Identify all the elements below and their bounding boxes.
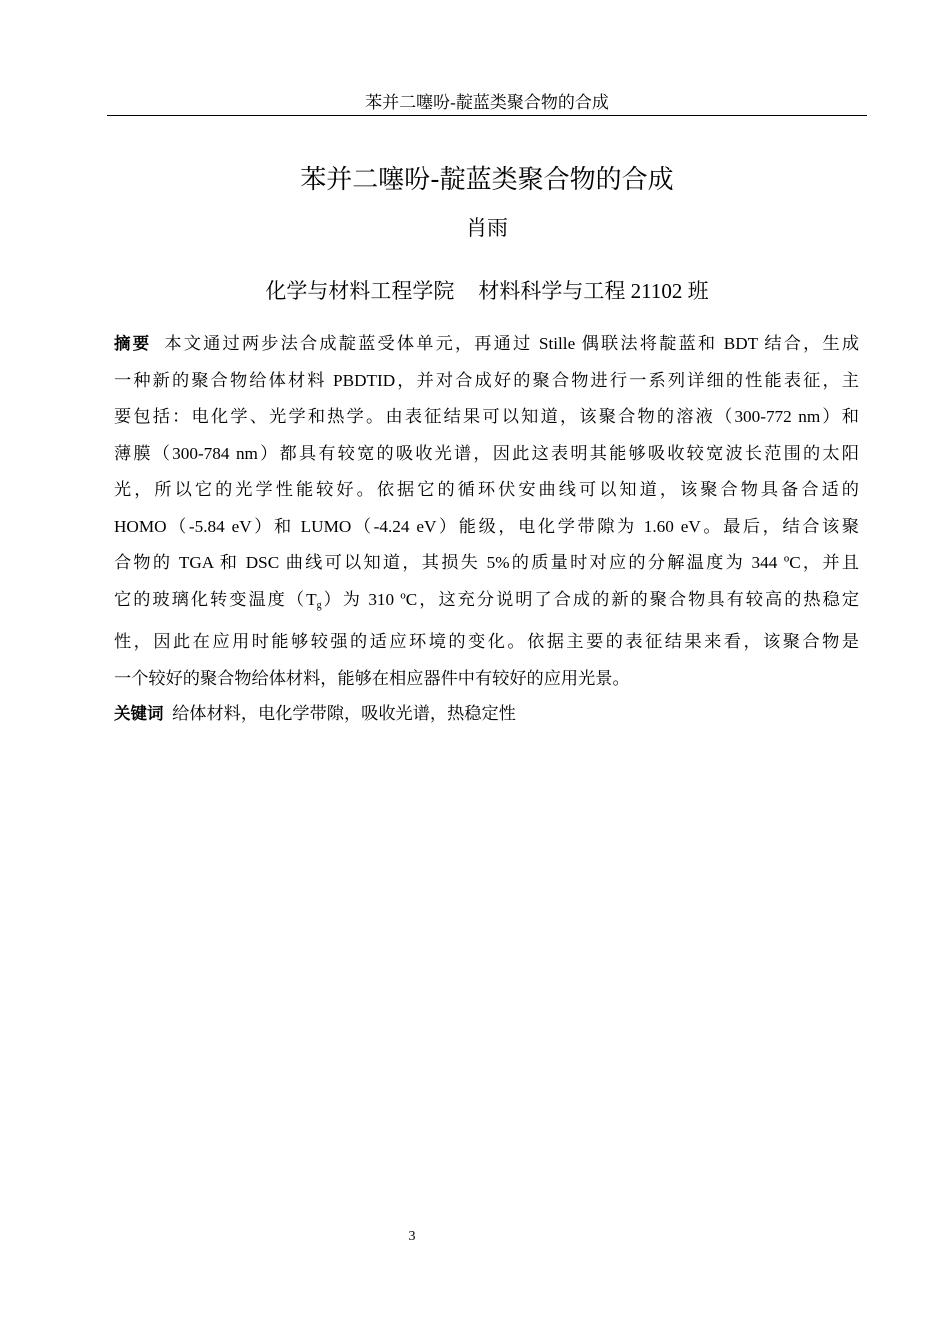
abstract-line-8-before: 它的玻璃化转变温度（T: [114, 589, 317, 609]
affiliation-class: 材料科学与工程 21102 班: [478, 279, 709, 303]
header-rule: [107, 115, 867, 116]
affiliation-school: 化学与材料工程学院: [265, 279, 455, 303]
abstract-line-8: [114, 582, 859, 625]
abstract-line-10: 一个较好的聚合物给体材料，能够在相应器件中有较好的应用光景。: [114, 668, 630, 688]
abstract-label: 摘要: [114, 334, 152, 353]
keywords-text: 给体材料，电化学带隙，吸收光谱，热稳定性: [172, 704, 516, 723]
abstract-line-4: 薄膜（300-784 nm）都具有较宽的吸收光谱，因此这表明其能够吸收较宽波长范围的太阳: [114, 443, 859, 463]
author-name: 肖雨: [466, 216, 508, 240]
tg-subscript: g: [316, 599, 322, 611]
abstract-line-7: 合物的 TGA 和 DSC 曲线可以知道，其损失 5%的质量时对应的分解温度为 344 ºC，并且: [114, 553, 859, 572]
abstract-line-9: 性，因此在应用时能够较强的适应环境的变化。依据主要的表征结果来看，该聚合物是: [114, 632, 859, 651]
keywords: [114, 698, 859, 730]
abstract-line-5: 光，所以它的光学性能较好。依据它的循环伏安曲线可以知道，该聚合物具备合适的: [114, 480, 859, 499]
abstract-line-8-after: ）为 310 ºC，这充分说明了合成的新的聚合物具有较高的热稳定: [321, 589, 860, 609]
affiliation: [107, 276, 867, 306]
keywords-label: 关键词: [114, 704, 164, 723]
abstract-text: 本文通过两步法合成靛蓝受体单元，再通过 Stille 偶联法将靛蓝和 BDT 结合，生成: [164, 334, 860, 353]
page-number: 3: [408, 1229, 416, 1244]
paper-title: 苯并二噻吩-靛蓝类聚合物的合成: [300, 165, 674, 196]
abstract-line-3: 要包括：电化学、光学和热学。由表征结果可以知道，该聚合物的溶液（300-772 nm）和: [114, 407, 859, 426]
abstract-line-6: HOMO（-5.84 eV）和 LUMO（-4.24 eV）能级，电化学带隙为 1.60 eV。最后，结合该聚: [114, 516, 859, 536]
abstract: [114, 326, 859, 697]
running-header: 苯并二噻吩-靛蓝类聚合物的合成: [365, 93, 609, 112]
abstract-line-2: 一种新的聚合物给体材料 PBDTID，并对合成好的聚合物进行一系列详细的性能表征，主: [114, 370, 859, 390]
abstract-line-1: [114, 326, 859, 363]
